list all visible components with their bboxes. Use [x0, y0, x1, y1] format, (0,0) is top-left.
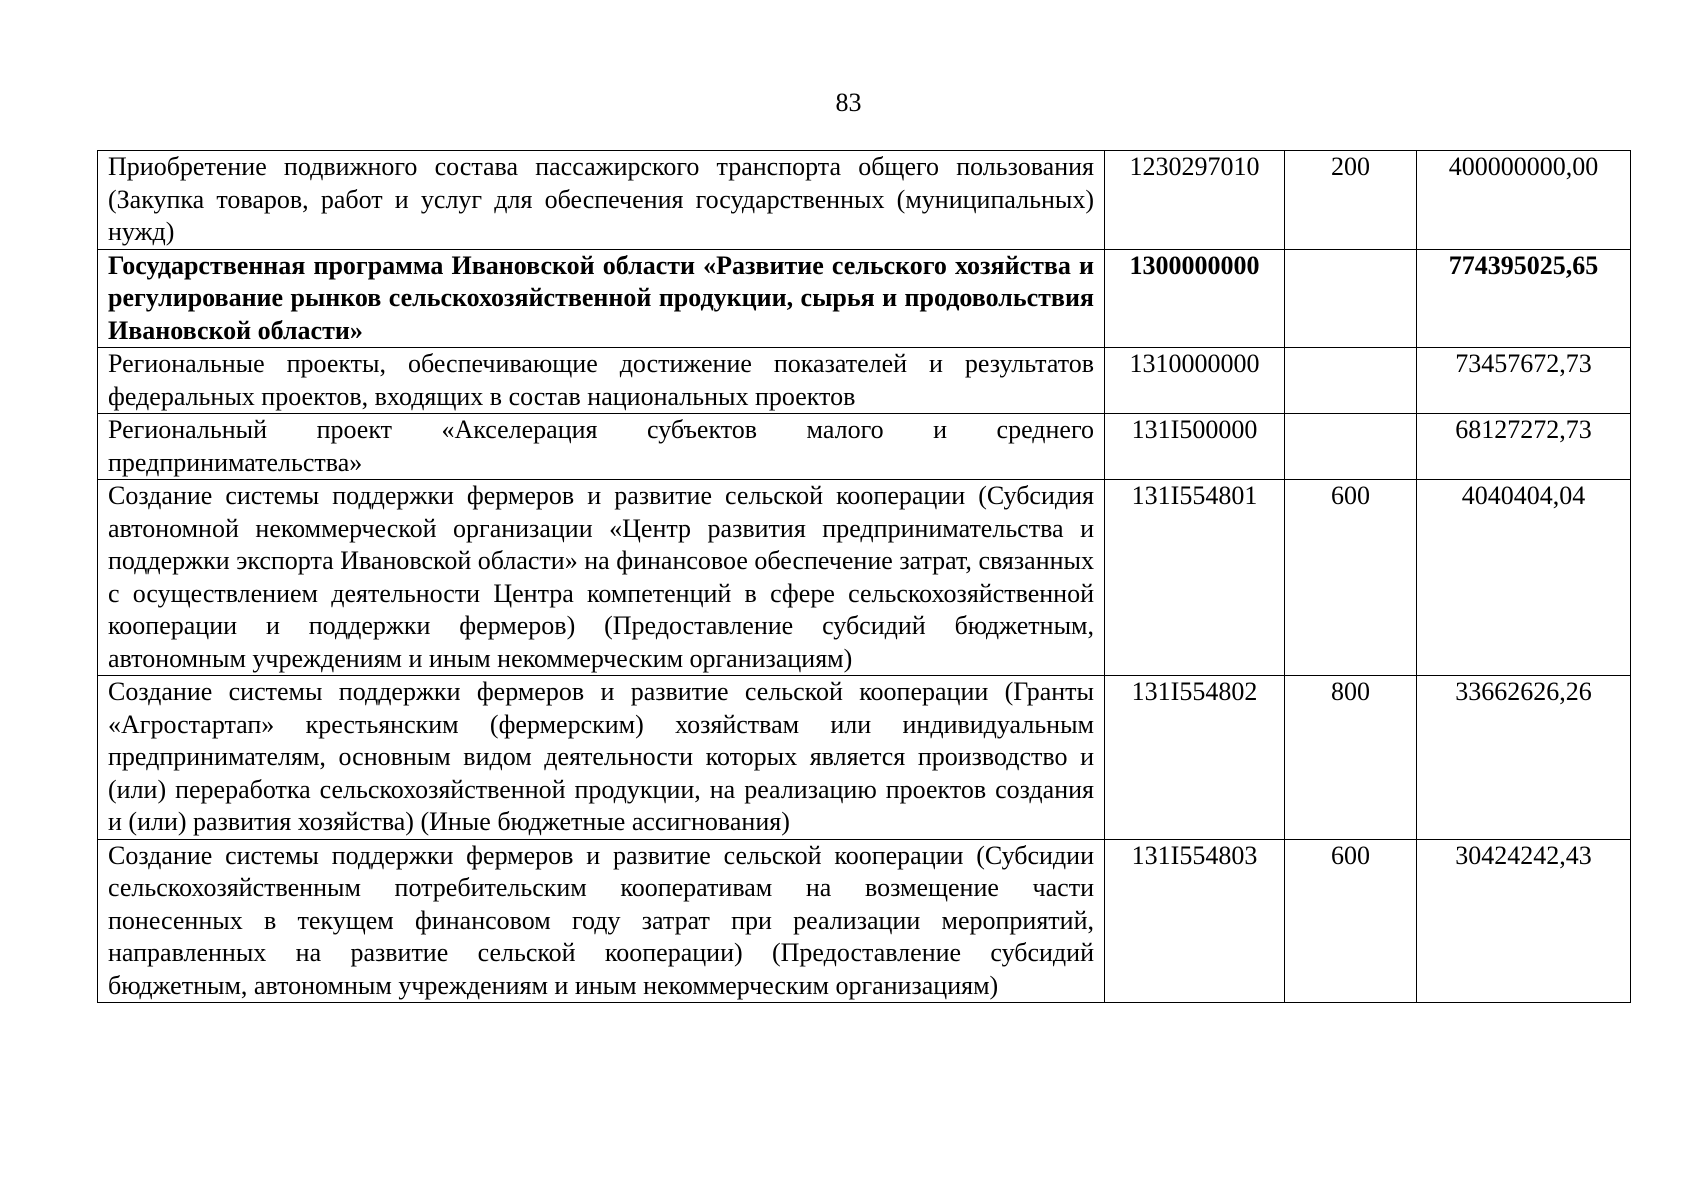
row-amount: 73457672,73 — [1417, 348, 1631, 414]
budget-table — [97, 150, 1631, 1003]
row-name: Региональный проект «Акселерация субъектов малого и среднего предпринимательства» — [98, 414, 1105, 480]
row-name: Региональные проекты, обеспечивающие достижение показателей и результатов федеральных проектов, входящих в состав национальных проектов — [98, 348, 1105, 414]
table-row — [98, 151, 1631, 250]
row-name: Создание системы поддержки фермеров и развитие сельской кооперации (Субсидия автономной некоммерческой организации «Центр развития предпринимательства и поддержки экспорта Ивановской области» на финансовое обеспечение затрат, связанных с осуществлением деятельности Центра компетенций в сфере сельскохозяйственной кооперации и поддержки фермеров) (Предоставление субсидий бюджетным, автономным учреждениям и иным некоммерческим организациям) — [98, 480, 1105, 676]
row-amount: 774395025,65 — [1417, 249, 1631, 348]
row-expense-type: 200 — [1285, 151, 1417, 250]
table-row — [98, 676, 1631, 840]
row-amount: 400000000,00 — [1417, 151, 1631, 250]
row-name: Создание системы поддержки фермеров и развитие сельской кооперации (Гранты «Агростартап» крестьянским (фермерским) хозяйствам или индивидуальным предпринимателям, основным видом деятельности которых является производство и (или) переработка сельскохозяйственной продукции, на реализацию проектов создания и (или) развития хозяйства) (Иные бюджетные ассигнования) — [98, 676, 1105, 840]
row-target-code: 131I500000 — [1105, 414, 1285, 480]
page-number: 83 — [835, 88, 862, 117]
table-row — [98, 348, 1631, 414]
row-expense-type: 600 — [1285, 839, 1417, 1003]
table-row — [98, 839, 1631, 1003]
row-target-code: 1230297010 — [1105, 151, 1285, 250]
row-expense-type — [1285, 414, 1417, 480]
table-row — [98, 414, 1631, 480]
row-expense-type — [1285, 348, 1417, 414]
row-expense-type — [1285, 249, 1417, 348]
row-name: Государственная программа Ивановской области «Развитие сельского хозяйства и регулирование рынков сельскохозяйственной продукции, сырья и продовольствия Ивановской области» — [98, 249, 1105, 348]
table-row — [98, 249, 1631, 348]
row-target-code: 1300000000 — [1105, 249, 1285, 348]
table-row — [98, 480, 1631, 676]
row-target-code: 1310000000 — [1105, 348, 1285, 414]
row-target-code: 131I554802 — [1105, 676, 1285, 840]
row-amount: 4040404,04 — [1417, 480, 1631, 676]
row-expense-type: 800 — [1285, 676, 1417, 840]
row-amount: 68127272,73 — [1417, 414, 1631, 480]
row-target-code: 131I554803 — [1105, 839, 1285, 1003]
row-amount: 30424242,43 — [1417, 839, 1631, 1003]
row-name: Приобретение подвижного состава пассажирского транспорта общего пользования (Закупка товаров, работ и услуг для обеспечения государственных (муниципальных) нужд) — [98, 151, 1105, 250]
row-amount: 33662626,26 — [1417, 676, 1631, 840]
row-expense-type: 600 — [1285, 480, 1417, 676]
row-name: Создание системы поддержки фермеров и развитие сельской кооперации (Субсидии сельскохозяйственным потребительским кооперативам на возмещение части понесенных в текущем финансовом году затрат при реализации мероприятий, направленных на развитие сельской кооперации) (Предоставление субсидий бюджетным, автономным учреждениям и иным некоммерческим организациям) — [98, 839, 1105, 1003]
row-target-code: 131I554801 — [1105, 480, 1285, 676]
